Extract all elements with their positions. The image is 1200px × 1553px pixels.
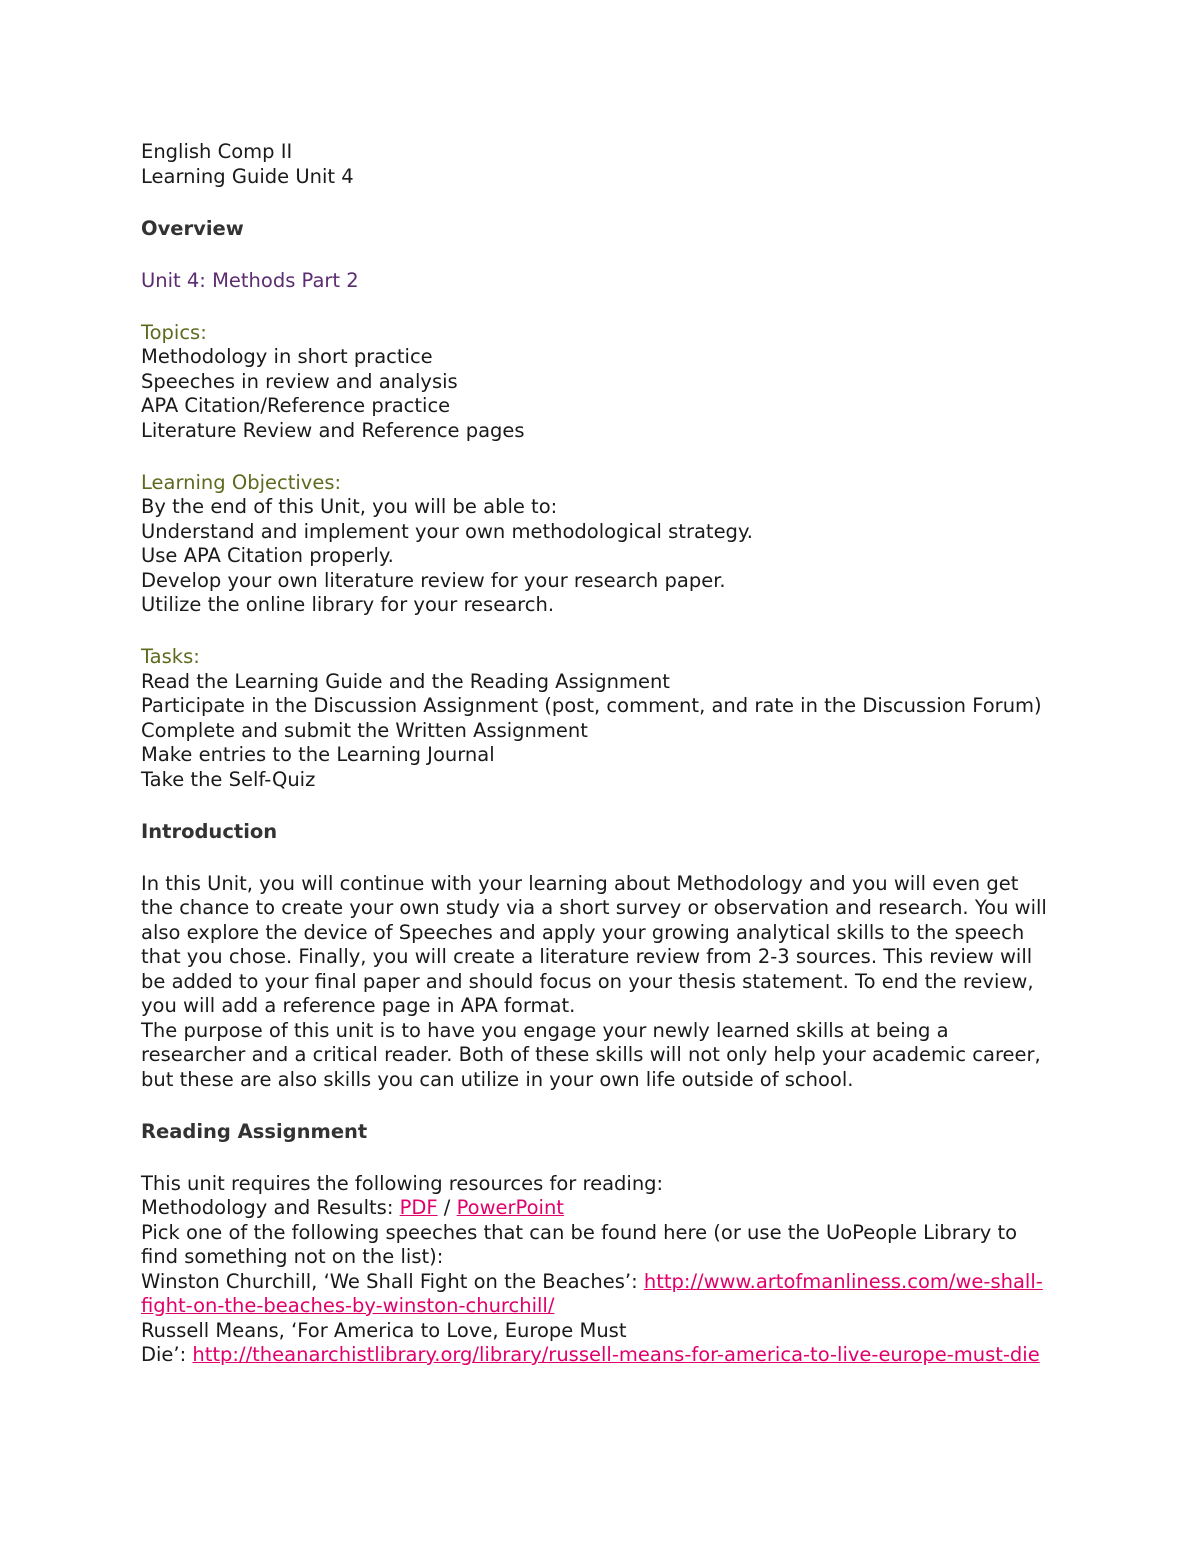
intro-line: The purpose of this unit is to have you engage your newly learned skills at being a bbox=[141, 1018, 949, 1042]
powerpoint-link[interactable]: PowerPoint bbox=[456, 1196, 564, 1219]
means-line: Russell Means, ‘For America to Love, Europe Must bbox=[141, 1318, 627, 1342]
churchill-line bbox=[141, 1270, 1071, 1295]
methodology-line bbox=[141, 1196, 1071, 1221]
reading-heading: Reading Assignment bbox=[141, 1119, 368, 1143]
task-item: Make entries to the Learning Journal bbox=[141, 743, 495, 766]
unit-title: Unit 4: Methods Part 2 bbox=[141, 268, 359, 292]
task-item: Take the Self-Quiz bbox=[141, 767, 316, 791]
topics-label: Topics: bbox=[141, 320, 207, 344]
intro-line: researcher and a critical reader. Both of these skills will not only help your academic career, bbox=[141, 1043, 1041, 1066]
document-page bbox=[141, 140, 1071, 1368]
churchill-line-2 bbox=[141, 1294, 1071, 1319]
reading-intro: This unit requires the following resources for reading: bbox=[141, 1171, 664, 1195]
pick-line: find something not on the list): bbox=[141, 1245, 444, 1268]
course-title: English Comp II bbox=[141, 140, 293, 163]
link-separator: / bbox=[437, 1196, 457, 1219]
objective-item: By the end of this Unit, you will be able to: bbox=[141, 495, 558, 518]
topic-item: Speeches in review and analysis bbox=[141, 369, 458, 393]
churchill-link[interactable]: http://www.artofmanliness.com/we-shall- bbox=[643, 1269, 1043, 1293]
task-item: Complete and submit the Written Assignment bbox=[141, 718, 588, 742]
churchill-prefix: Winston Churchill, ‘We Shall Fight on the Beaches’: bbox=[141, 1269, 644, 1293]
guide-title: Learning Guide Unit 4 bbox=[141, 164, 354, 188]
intro-line: the chance to create your own study via a short survey or observation and research. You will bbox=[141, 896, 1047, 919]
intro-line: also explore the device of Speeches and apply your growing analytical skills to the speech bbox=[141, 920, 1025, 944]
objectives-label: Learning Objectives: bbox=[141, 470, 342, 494]
objective-item: Utilize the online library for your research. bbox=[141, 593, 555, 616]
task-item: Participate in the Discussion Assignment (post, comment, and rate in the Discussion Forum) bbox=[141, 694, 1042, 717]
pdf-link[interactable]: PDF bbox=[399, 1196, 438, 1219]
introduction-heading: Introduction bbox=[141, 819, 278, 843]
objective-item: Use APA Citation properly. bbox=[141, 544, 394, 567]
task-item: Read the Learning Guide and the Reading Assignment bbox=[141, 669, 670, 693]
intro-line: be added to your final paper and should focus on your thesis statement. To end the review, bbox=[141, 969, 1034, 993]
intro-line: In this Unit, you will continue with your learning about Methodology and you will even get bbox=[141, 871, 1019, 895]
means-line-2 bbox=[141, 1343, 1071, 1368]
intro-line: that you chose. Finally, you will create a literature review from 2-3 sources. This review will bbox=[141, 945, 1033, 968]
overview-heading: Overview bbox=[141, 216, 244, 240]
intro-line: but these are also skills you can utilize in your own life outside of school. bbox=[141, 1067, 854, 1091]
objective-item: Develop your own literature review for your research paper. bbox=[141, 568, 726, 592]
methodology-prefix: Methodology and Results: bbox=[141, 1196, 400, 1219]
topic-item: Literature Review and Reference pages bbox=[141, 418, 525, 442]
topic-item: APA Citation/Reference practice bbox=[141, 394, 451, 417]
means-prefix: Die’: bbox=[141, 1343, 193, 1366]
pick-line: Pick one of the following speeches that can be found here (or use the UoPeople Library to bbox=[141, 1220, 1018, 1244]
objective-item: Understand and implement your own methodological strategy. bbox=[141, 519, 753, 543]
intro-line: you will add a reference page in APA format. bbox=[141, 994, 576, 1017]
tasks-label: Tasks: bbox=[141, 645, 200, 668]
topic-item: Methodology in short practice bbox=[141, 345, 433, 368]
means-link[interactable]: http://theanarchistlibrary.org/library/russell-means-for-america-to-live-europe-must-die bbox=[192, 1343, 1040, 1366]
churchill-link-continued[interactable]: fight-on-the-beaches-by-winston-churchill/ bbox=[141, 1294, 555, 1317]
